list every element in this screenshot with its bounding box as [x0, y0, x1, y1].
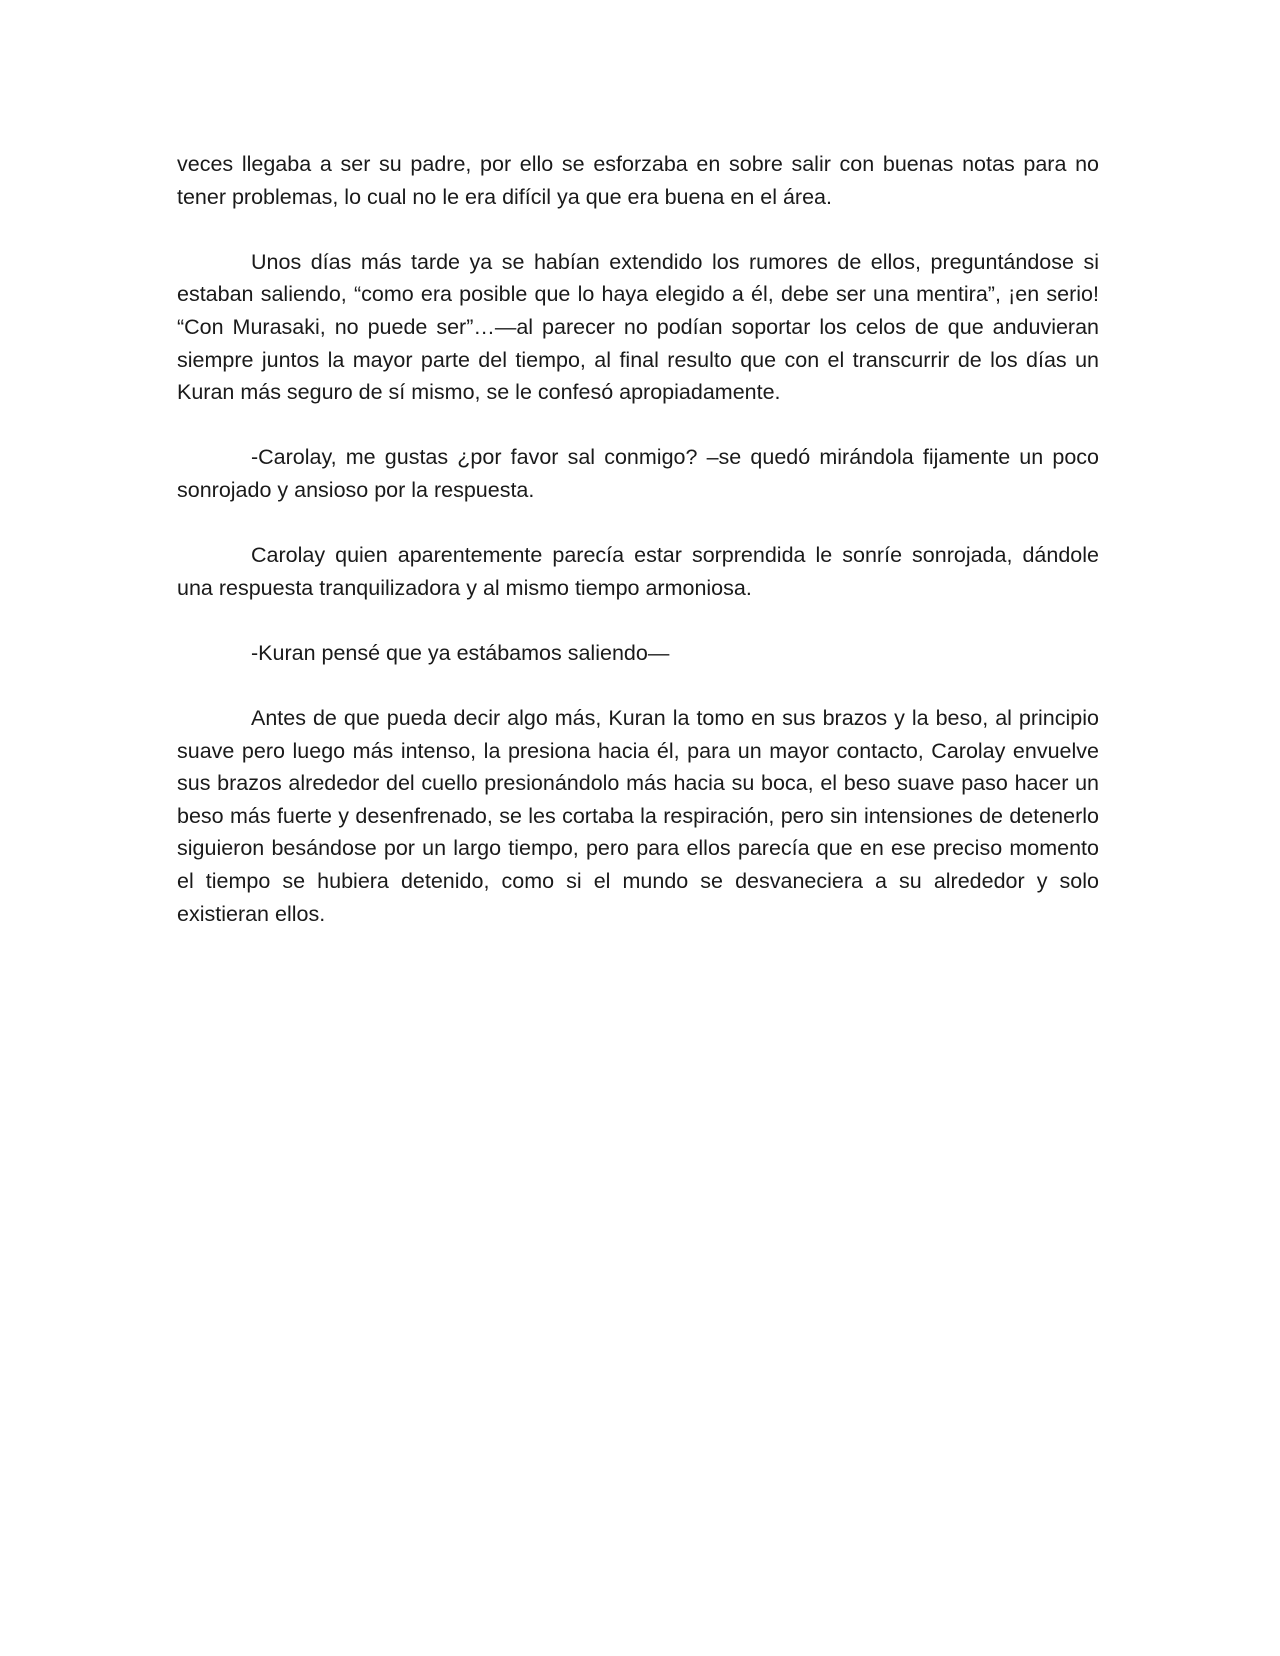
paragraph-4: Carolay quien aparentemente parecía estar sorprendida le sonríe sonrojada, dándole una respuesta tranquilizadora y al mismo tiempo armoniosa.	[177, 543, 1099, 600]
paragraph-3: -Carolay, me gustas ¿por favor sal conmigo? –se quedó mirándola fijamente un poco sonrojado y ansioso por la respuesta.	[177, 445, 1099, 502]
paragraph-1: veces llegaba a ser su padre, por ello se esforzaba en sobre salir con buenas notas para no tener problemas, lo cual no le era difícil ya que era buena en el área.	[177, 152, 1099, 209]
paragraph-6: Antes de que pueda decir algo más, Kuran la tomo en sus brazos y la beso, al principio suave pero luego más intenso, la presiona hacia él, para un mayor contacto, Carolay envuelve sus brazos alrededor del cuello presionándolo más hacia su boca, el beso suave paso hacer un beso más fuerte y desenfrenado, se les cortaba la respiración, pero sin intensiones de detenerlo siguieron besándose por un largo tiempo, pero para ellos parecía que en ese preciso momento el tiempo se hubiera detenido, como si el mundo se desvaneciera a su alrededor y solo existieran ellos.	[177, 706, 1099, 926]
document-body	[177, 148, 1099, 963]
paragraph-5: -Kuran pensé que ya estábamos saliendo—	[251, 640, 670, 665]
paragraph-2: Unos días más tarde ya se habían extendido los rumores de ellos, preguntándose si estaban saliendo, “como era posible que lo haya elegido a él, debe ser una mentira”, ¡en serio! “Con Murasaki, no puede ser”…—al parecer no podían soportar los celos de que anduvieran siempre juntos la mayor parte del tiempo, al final resulto que con el transcurrir de los días un Kuran más seguro de sí mismo, se le confesó apropiadamente.	[177, 249, 1099, 405]
